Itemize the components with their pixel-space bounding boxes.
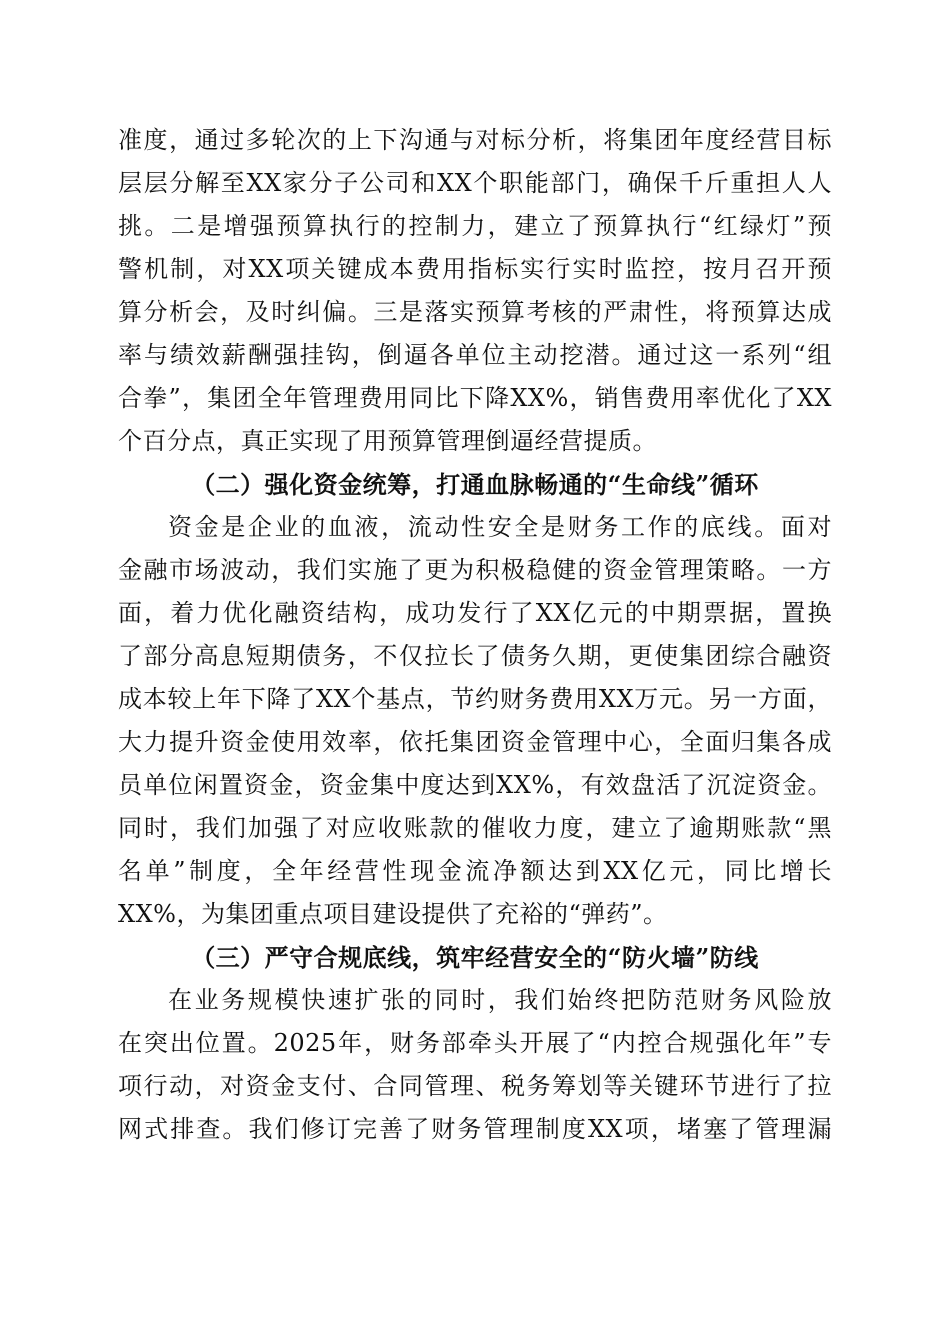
text-line: 了部分高息短期债务，不仅拉长了债务久期，更使集团综合融资 [118, 642, 832, 670]
text-line: 名单”制度，全年经营性现金流净额达到XX亿元，同比增长 [118, 857, 832, 885]
text-line: 在业务规模快速扩张的同时，我们始终把防范财务风险放 [168, 986, 832, 1014]
text-line: 成本较上年下降了XX个基点，节约财务费用XX万元。另一方面， [118, 685, 832, 713]
text-line: 同时，我们加强了对应收账款的催收力度，建立了逾期账款“黑 [118, 814, 832, 842]
text-line: 资金是企业的血液，流动性安全是财务工作的底线。面对 [168, 513, 832, 541]
text-line: 个百分点，真正实现了用预算管理倒逼经营提质。 [118, 427, 657, 455]
section-heading-3: （三）严守合规底线，筑牢经营安全的“防火墙”防线 [191, 943, 759, 972]
text-line: 员单位闲置资金，资金集中度达到XX%，有效盘活了沉淀资金。 [118, 771, 832, 799]
document-page [118, 119, 832, 1151]
section-heading-2: （二）强化资金统筹，打通血脉畅通的“生命线”循环 [191, 470, 759, 499]
paragraph-budget [118, 119, 832, 463]
text-line: XX%，为集团重点项目建设提供了充裕的“弹药”。 [118, 900, 668, 928]
text-line: 算分析会，及时纠偏。三是落实预算考核的严肃性，将预算达成 [118, 298, 832, 326]
text-line: 准度，通过多轮次的上下沟通与对标分析，将集团年度经营目标 [118, 126, 832, 154]
text-line: 率与绩效薪酬强挂钩，倒逼各单位主动挖潜。通过这一系列“组 [118, 341, 832, 369]
text-line: 面，着力优化融资结构，成功发行了XX亿元的中期票据，置换 [118, 599, 832, 627]
paragraph-funds [118, 506, 832, 936]
text-line: 项行动，对资金支付、合同管理、税务筹划等关键环节进行了拉 [118, 1072, 832, 1100]
text-line: 挑。二是增强预算执行的控制力，建立了预算执行“红绿灯”预 [118, 212, 832, 240]
text-line: 在突出位置。2025年，财务部牵头开展了“内控合规强化年”专 [118, 1029, 832, 1057]
text-line: 网式排查。我们修订完善了财务管理制度XX项，堵塞了管理漏 [118, 1115, 832, 1143]
text-line: 合拳”，集团全年管理费用同比下降XX%，销售费用率优化了XX [118, 384, 832, 412]
text-line: 大力提升资金使用效率，依托集团资金管理中心，全面归集各成 [118, 728, 832, 756]
text-line: 金融市场波动，我们实施了更为积极稳健的资金管理策略。一方 [118, 556, 832, 584]
paragraph-compliance [118, 979, 832, 1151]
text-line: 警机制，对XX项关键成本费用指标实行实时监控，按月召开预 [118, 255, 832, 283]
text-line: 层层分解至XX家分子公司和XX个职能部门，确保千斤重担人人 [118, 169, 832, 197]
